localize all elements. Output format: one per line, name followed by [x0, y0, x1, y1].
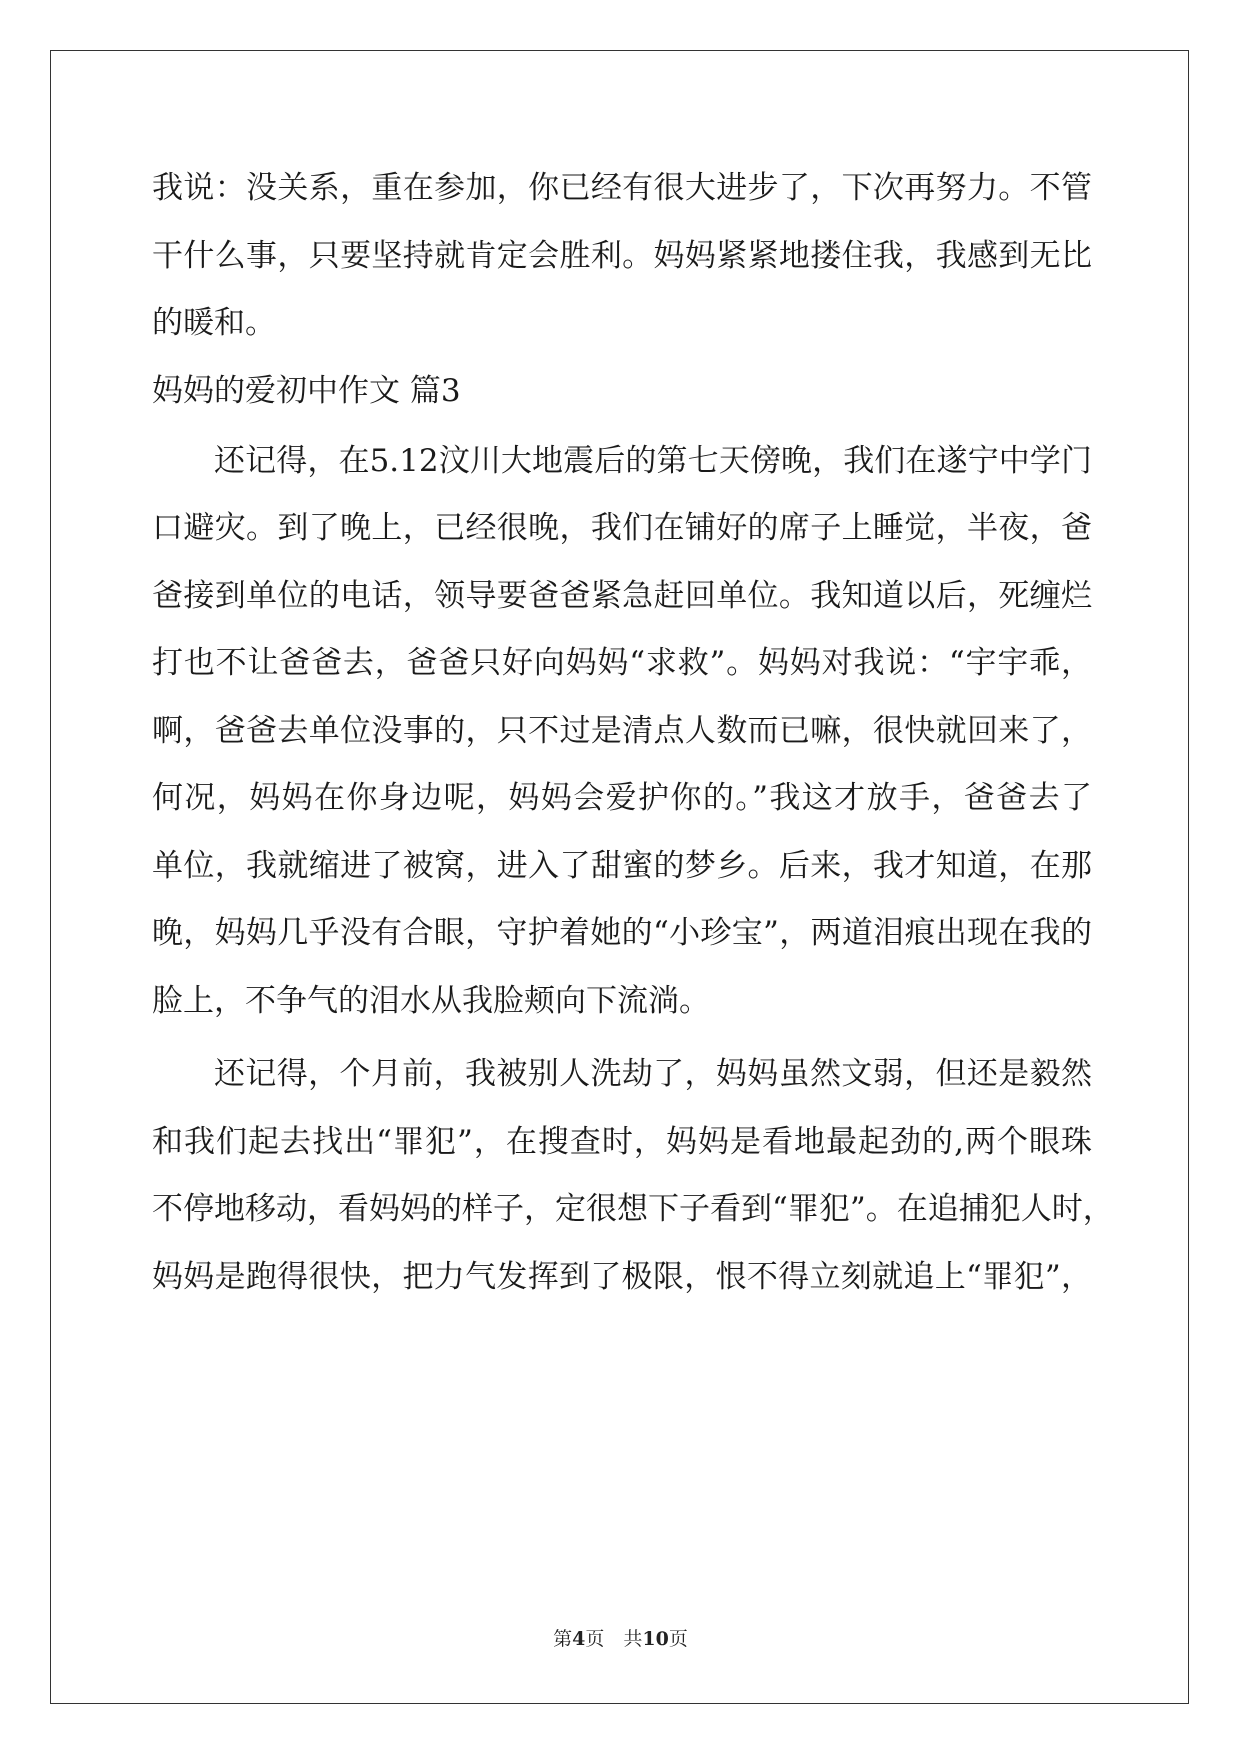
current-page-number: 4	[572, 1628, 586, 1650]
text-line: 口避灾。到了晚上，已经很晚，我们在铺好的席子上睡觉，半夜，爸	[152, 510, 1092, 546]
text-line: 单位，我就缩进了被窝，进入了甜蜜的梦乡。后来，我才知道，在那	[152, 847, 1092, 884]
text-line: 爸接到单位的电话，领导要爸爸紧急赶回单位。我知道以后，死缠烂	[152, 577, 1092, 614]
text-line: 干什么事，只要坚持就肯定会胜利。妈妈紧紧地搂住我，我感到无比	[152, 237, 1092, 274]
text-line: 晚，妈妈几乎没有合眼，守护着她的“小珍宝”，两道泪痕出现在我的	[152, 915, 1092, 951]
text-line: 还记得，在5.12汶川大地震后的第七天傍晚，我们在遂宁中学门	[214, 442, 1092, 479]
footer-mid: 页 共	[585, 1628, 643, 1650]
section-heading: 妈妈的爱初中作文 篇3	[152, 372, 461, 409]
text-line: 脸上，不争气的泪水从我脸颊向下流淌。	[152, 982, 710, 1019]
text-line: 我说：没关系，重在参加，你已经有很大进步了，下次再努力。不管	[152, 170, 1092, 206]
page-footer	[0, 1624, 1241, 1651]
total-page-number: 10	[642, 1628, 669, 1650]
text-line: 还记得，个月前，我被别人洗劫了，妈妈虽然文弱，但还是毅然	[214, 1056, 1092, 1092]
paragraph	[152, 1041, 1114, 1311]
text-line: 打也不让爸爸去，爸爸只好向妈妈“求救”。妈妈对我说：“宇宇乖，	[152, 645, 1092, 681]
paragraph	[152, 155, 1092, 358]
paragraph	[152, 428, 1092, 1036]
text-line: 的暖和。	[152, 305, 276, 341]
text-line: 不停地移动，看妈妈的样子，定很想下子看到“罪犯”。在追捕犯人时，	[152, 1191, 1114, 1227]
text-line: 妈妈是跑得很快，把力气发挥到了极限，恨不得立刻就追上“罪犯”，	[152, 1258, 1092, 1295]
text-line: 和我们起去找出“罪犯”，在搜查时，妈妈是看地最起劲的,两个眼珠	[152, 1123, 1092, 1160]
text-line: 啊，爸爸去单位没事的，只不过是清点人数而已嘛，很快就回来了，	[152, 712, 1092, 749]
footer-suffix: 页	[668, 1628, 688, 1650]
text-line: 何况，妈妈在你身边呢，妈妈会爱护你的。”我这才放手，爸爸去了	[152, 780, 1092, 816]
footer-prefix: 第	[553, 1628, 573, 1650]
document-body	[152, 155, 1114, 1311]
